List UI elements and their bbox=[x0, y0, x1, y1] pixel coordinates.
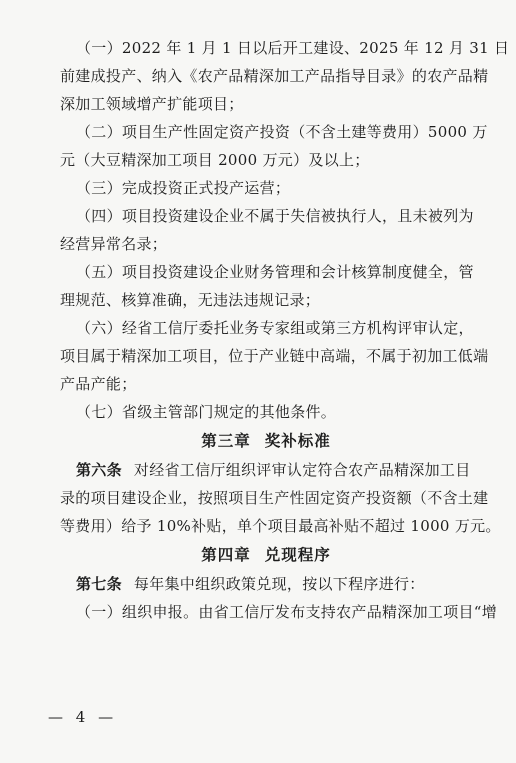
article-6-line-2: 录的项目建设企业，按照项目生产性固定资产投资额（不含土建 bbox=[60, 489, 489, 507]
criterion-line: 项目属于精深加工项目，位于产业链中高端，不属于初加工低端 bbox=[60, 347, 489, 365]
criterion-line: 产品产能； bbox=[60, 375, 137, 393]
chapter-3-number: 第三章 bbox=[201, 431, 251, 450]
criterion-paragraph bbox=[60, 34, 510, 118]
article-6-line-1 bbox=[60, 456, 472, 484]
criterion-line: 深加工领域增产扩能项目； bbox=[60, 95, 244, 113]
criterion-paragraph bbox=[60, 118, 488, 174]
article-7-text-1: 每年集中组织政策兑现，按以下程序进行： bbox=[133, 575, 425, 593]
article-7-label: 第七条 bbox=[76, 575, 122, 593]
chapter-4-number: 第四章 bbox=[201, 545, 251, 564]
chapter-3-title: 奖补标准 bbox=[264, 431, 331, 450]
criterion-line: 前建成投产、纳入《农产品精深加工产品指导目录》的农产品精 bbox=[60, 67, 489, 85]
criterion-line: （七）省级主管部门规定的其他条件。 bbox=[76, 403, 337, 421]
article-7-subitem-1: （一）组织申报。由省工信厅发布支持农产品精深加工项目“增 bbox=[76, 603, 498, 621]
criteria-list bbox=[60, 34, 510, 426]
criterion-line: 元（大豆精深加工项目 2000 万元）及以上； bbox=[60, 151, 370, 169]
criterion-line: 经营异常名录； bbox=[60, 235, 168, 253]
criterion-line: （一）2022 年 1 月 1 日以后开工建设、2025 年 12 月 31 日 bbox=[76, 39, 510, 57]
criterion-paragraph bbox=[60, 202, 472, 258]
criterion-paragraph bbox=[60, 174, 472, 202]
criterion-line: （二）项目生产性固定资产投资（不含土建等费用）5000 万 bbox=[76, 123, 488, 141]
article-7-line-1 bbox=[60, 570, 472, 598]
article-6-text-1: 对经省工信厅组织评审认定符合农产品精深加工目 bbox=[133, 461, 471, 479]
criterion-paragraph bbox=[60, 314, 489, 398]
chapter-4-title: 兑现程序 bbox=[264, 545, 331, 564]
criterion-line: （三）完成投资正式投产运营； bbox=[76, 179, 291, 197]
article-6-label: 第六条 bbox=[76, 461, 122, 479]
criterion-line: （四）项目投资建设企业不属于失信被执行人，且未被列为 bbox=[76, 207, 474, 225]
article-6-line-3: 等费用）给予 10%补贴，单个项目最高补贴不超过 1000 万元。 bbox=[60, 517, 501, 535]
criterion-paragraph bbox=[60, 398, 472, 426]
article-7 bbox=[60, 570, 498, 626]
article-6 bbox=[60, 456, 501, 540]
chapter-4-heading bbox=[60, 540, 472, 570]
criterion-line: （六）经省工信厅委托业务专家组或第三方机构评审认定， bbox=[76, 319, 474, 337]
page-number: — 4 — bbox=[48, 708, 118, 726]
criterion-line: （五）项目投资建设企业财务管理和会计核算制度健全，管 bbox=[76, 263, 474, 281]
chapter-3-heading bbox=[60, 426, 472, 456]
criterion-line: 理规范、核算准确，无违法违规记录； bbox=[60, 291, 321, 309]
criterion-paragraph bbox=[60, 258, 472, 314]
